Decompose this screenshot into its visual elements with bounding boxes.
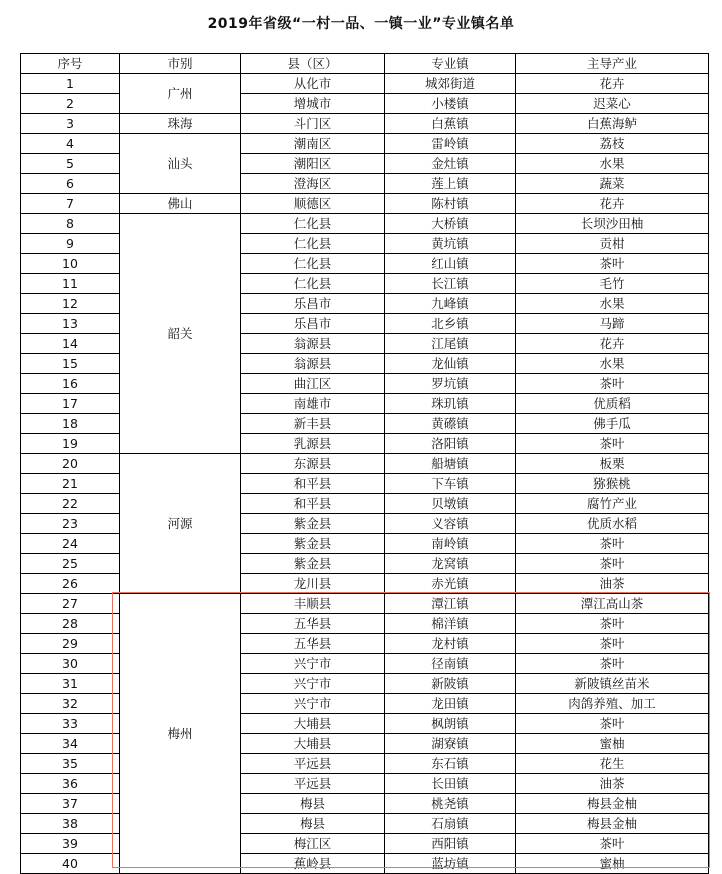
row-number: 4 [21, 134, 120, 154]
row-number: 14 [21, 334, 120, 354]
row-number: 35 [21, 754, 120, 774]
row-number: 1 [21, 74, 120, 94]
industry-cell: 花卉 [516, 194, 709, 214]
county-cell: 东源县 [241, 454, 385, 474]
county-cell: 乳源县 [241, 434, 385, 454]
county-cell: 梅县 [241, 794, 385, 814]
city-cell: 韶关 [120, 214, 241, 454]
page-title: 2019年省级“一村一品、一镇一业”专业镇名单 [207, 16, 515, 32]
row-number: 2 [21, 94, 120, 114]
industry-cell: 蜜柚 [516, 854, 709, 874]
industry-cell: 茶叶 [516, 374, 709, 394]
row-number: 33 [21, 714, 120, 734]
row-number: 37 [21, 794, 120, 814]
county-cell: 顺德区 [241, 194, 385, 214]
town-cell: 九峰镇 [385, 294, 516, 314]
county-cell: 潮阳区 [241, 154, 385, 174]
row-number: 20 [21, 454, 120, 474]
county-cell: 龙川县 [241, 574, 385, 594]
industry-cell: 荔枝 [516, 134, 709, 154]
county-cell: 增城市 [241, 94, 385, 114]
row-number: 3 [21, 114, 120, 134]
row-number: 29 [21, 634, 120, 654]
table-row [21, 594, 709, 614]
city-cell: 珠海 [120, 114, 241, 134]
row-number: 5 [21, 154, 120, 174]
county-cell: 仁化县 [241, 234, 385, 254]
industry-cell: 长坝沙田柚 [516, 214, 709, 234]
town-cell: 小楼镇 [385, 94, 516, 114]
row-number: 8 [21, 214, 120, 234]
industry-cell: 茶叶 [516, 614, 709, 634]
row-number: 13 [21, 314, 120, 334]
row-number: 24 [21, 534, 120, 554]
town-cell: 龙窝镇 [385, 554, 516, 574]
county-cell: 蕉岭县 [241, 854, 385, 874]
row-number: 34 [21, 734, 120, 754]
table-row [21, 74, 709, 94]
industry-cell: 茶叶 [516, 434, 709, 454]
town-cell: 罗坑镇 [385, 374, 516, 394]
industry-cell: 茶叶 [516, 714, 709, 734]
county-cell: 乐昌市 [241, 294, 385, 314]
county-cell: 南雄市 [241, 394, 385, 414]
town-cell: 径南镇 [385, 654, 516, 674]
industry-cell: 蜜柚 [516, 734, 709, 754]
county-cell: 新丰县 [241, 414, 385, 434]
table-row [21, 454, 709, 474]
county-cell: 五华县 [241, 634, 385, 654]
header-town: 专业镇 [385, 54, 516, 74]
county-cell: 平远县 [241, 754, 385, 774]
county-cell: 翁源县 [241, 354, 385, 374]
county-cell: 梅江区 [241, 834, 385, 854]
city-cell: 佛山 [120, 194, 241, 214]
industry-cell: 佛手瓜 [516, 414, 709, 434]
row-number: 40 [21, 854, 120, 874]
county-cell: 从化市 [241, 74, 385, 94]
industry-cell: 油茶 [516, 574, 709, 594]
town-cell: 枫朗镇 [385, 714, 516, 734]
industry-cell: 水果 [516, 294, 709, 314]
city-cell: 广州 [120, 74, 241, 114]
county-cell: 仁化县 [241, 254, 385, 274]
county-cell: 兴宁市 [241, 674, 385, 694]
table-row [21, 214, 709, 234]
industry-cell: 迟菜心 [516, 94, 709, 114]
town-cell: 龙村镇 [385, 634, 516, 654]
row-number: 10 [21, 254, 120, 274]
specialty-town-table [20, 53, 709, 874]
industry-cell: 优质水稻 [516, 514, 709, 534]
industry-cell: 优质稻 [516, 394, 709, 414]
town-cell: 珠玑镇 [385, 394, 516, 414]
city-cell: 汕头 [120, 134, 241, 194]
county-cell: 平远县 [241, 774, 385, 794]
industry-cell: 新陂镇丝苗米 [516, 674, 709, 694]
industry-cell: 花卉 [516, 334, 709, 354]
row-number: 26 [21, 574, 120, 594]
row-number: 21 [21, 474, 120, 494]
town-cell: 义容镇 [385, 514, 516, 534]
town-cell: 龙仙镇 [385, 354, 516, 374]
county-cell: 紫金县 [241, 534, 385, 554]
town-cell: 雷岭镇 [385, 134, 516, 154]
county-cell: 大埔县 [241, 734, 385, 754]
town-cell: 金灶镇 [385, 154, 516, 174]
header-city: 市别 [120, 54, 241, 74]
town-cell: 长田镇 [385, 774, 516, 794]
industry-cell: 潭江高山茶 [516, 594, 709, 614]
town-cell: 龙田镇 [385, 694, 516, 714]
row-number: 7 [21, 194, 120, 214]
town-cell: 船塘镇 [385, 454, 516, 474]
town-cell: 城郊街道 [385, 74, 516, 94]
county-cell: 和平县 [241, 494, 385, 514]
town-cell: 陈村镇 [385, 194, 516, 214]
county-cell: 乐昌市 [241, 314, 385, 334]
county-cell: 曲江区 [241, 374, 385, 394]
row-number: 11 [21, 274, 120, 294]
row-number: 9 [21, 234, 120, 254]
industry-cell: 茶叶 [516, 834, 709, 854]
county-cell: 斗门区 [241, 114, 385, 134]
town-cell: 西阳镇 [385, 834, 516, 854]
row-number: 6 [21, 174, 120, 194]
row-number: 16 [21, 374, 120, 394]
industry-cell: 板栗 [516, 454, 709, 474]
header-industry: 主导产业 [516, 54, 709, 74]
town-cell: 蓝坊镇 [385, 854, 516, 874]
town-cell: 湖寮镇 [385, 734, 516, 754]
town-cell: 新陂镇 [385, 674, 516, 694]
row-number: 27 [21, 594, 120, 614]
industry-cell: 水果 [516, 354, 709, 374]
row-number: 22 [21, 494, 120, 514]
row-number: 25 [21, 554, 120, 574]
county-cell: 仁化县 [241, 214, 385, 234]
table-row [21, 194, 709, 214]
town-cell: 潭江镇 [385, 594, 516, 614]
row-number: 28 [21, 614, 120, 634]
industry-cell: 梅县金柚 [516, 814, 709, 834]
industry-cell: 茶叶 [516, 554, 709, 574]
county-cell: 紫金县 [241, 554, 385, 574]
town-cell: 桃尧镇 [385, 794, 516, 814]
town-cell: 赤光镇 [385, 574, 516, 594]
town-cell: 洛阳镇 [385, 434, 516, 454]
town-cell: 红山镇 [385, 254, 516, 274]
county-cell: 紫金县 [241, 514, 385, 534]
industry-cell: 茶叶 [516, 634, 709, 654]
row-number: 23 [21, 514, 120, 534]
industry-cell: 肉鸽养殖、加工 [516, 694, 709, 714]
town-cell: 黄坑镇 [385, 234, 516, 254]
county-cell: 梅县 [241, 814, 385, 834]
industry-cell: 花生 [516, 754, 709, 774]
county-cell: 兴宁市 [241, 694, 385, 714]
industry-cell: 水果 [516, 154, 709, 174]
town-cell: 大桥镇 [385, 214, 516, 234]
row-number: 36 [21, 774, 120, 794]
industry-cell: 猕猴桃 [516, 474, 709, 494]
industry-cell: 茶叶 [516, 254, 709, 274]
row-number: 31 [21, 674, 120, 694]
row-number: 38 [21, 814, 120, 834]
industry-cell: 贡柑 [516, 234, 709, 254]
industry-cell: 毛竹 [516, 274, 709, 294]
table-row [21, 114, 709, 134]
industry-cell: 马蹄 [516, 314, 709, 334]
city-cell: 梅州 [120, 594, 241, 874]
industry-cell: 油茶 [516, 774, 709, 794]
town-cell: 江尾镇 [385, 334, 516, 354]
row-number: 18 [21, 414, 120, 434]
town-cell: 北乡镇 [385, 314, 516, 334]
industry-cell: 白蕉海鲈 [516, 114, 709, 134]
row-number: 15 [21, 354, 120, 374]
header-county: 县（区） [241, 54, 385, 74]
town-cell: 黄礤镇 [385, 414, 516, 434]
row-number: 39 [21, 834, 120, 854]
county-cell: 大埔县 [241, 714, 385, 734]
table-body [21, 74, 709, 874]
industry-cell: 梅县金柚 [516, 794, 709, 814]
town-cell: 长江镇 [385, 274, 516, 294]
town-cell: 莲上镇 [385, 174, 516, 194]
row-number: 32 [21, 694, 120, 714]
county-cell: 丰顺县 [241, 594, 385, 614]
county-cell: 仁化县 [241, 274, 385, 294]
county-cell: 潮南区 [241, 134, 385, 154]
county-cell: 兴宁市 [241, 654, 385, 674]
town-cell: 棉洋镇 [385, 614, 516, 634]
table-row [21, 134, 709, 154]
city-cell: 河源 [120, 454, 241, 594]
town-cell: 石扇镇 [385, 814, 516, 834]
county-cell: 五华县 [241, 614, 385, 634]
town-cell: 下车镇 [385, 474, 516, 494]
industry-cell: 花卉 [516, 74, 709, 94]
town-cell: 东石镇 [385, 754, 516, 774]
town-cell: 贝墩镇 [385, 494, 516, 514]
row-number: 17 [21, 394, 120, 414]
row-number: 30 [21, 654, 120, 674]
row-number: 19 [21, 434, 120, 454]
row-number: 12 [21, 294, 120, 314]
county-cell: 翁源县 [241, 334, 385, 354]
county-cell: 和平县 [241, 474, 385, 494]
industry-cell: 茶叶 [516, 534, 709, 554]
table-header-row [21, 54, 709, 74]
county-cell: 澄海区 [241, 174, 385, 194]
town-cell: 白蕉镇 [385, 114, 516, 134]
industry-cell: 茶叶 [516, 654, 709, 674]
industry-cell: 腐竹产业 [516, 494, 709, 514]
town-cell: 南岭镇 [385, 534, 516, 554]
header-no: 序号 [21, 54, 120, 74]
industry-cell: 蔬菜 [516, 174, 709, 194]
